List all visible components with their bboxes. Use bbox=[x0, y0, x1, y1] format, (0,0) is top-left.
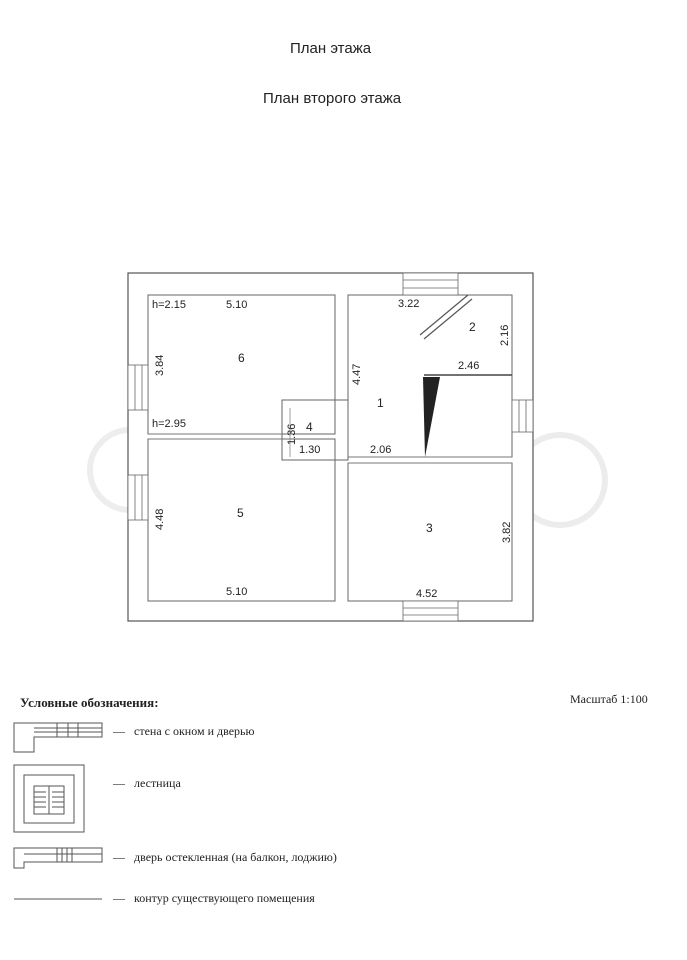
room-number-2: 2 bbox=[469, 320, 476, 334]
room5-height-label: 4.48 bbox=[154, 508, 166, 530]
legend-dash-4: — bbox=[113, 891, 125, 905]
height-label-lower: h=2.95 bbox=[152, 418, 186, 430]
page-subtitle: План второго этажа bbox=[263, 90, 402, 107]
room-number-5: 5 bbox=[237, 506, 244, 520]
legend-text-1: стена с окном и дверью bbox=[134, 724, 255, 738]
room6-height-label: 3.84 bbox=[154, 354, 166, 376]
room1-bottom-label: 2.06 bbox=[370, 444, 392, 456]
legend-dash-1: — bbox=[113, 724, 125, 738]
room-number-4: 4 bbox=[306, 420, 313, 434]
legend-dash-2: — bbox=[113, 776, 125, 790]
legend-staircase-symbol bbox=[14, 765, 84, 832]
room1-width-label: 2.46 bbox=[458, 360, 480, 372]
room-number-1: 1 bbox=[377, 396, 384, 410]
room5-width-label: 5.10 bbox=[226, 586, 248, 598]
legend-dash-3: — bbox=[113, 850, 125, 864]
legend-text-3: дверь остекленная (на балкон, лоджию) bbox=[134, 850, 337, 864]
legend-text-4: контур существующего помещения bbox=[134, 891, 315, 905]
legend-glazed-door-symbol bbox=[14, 848, 102, 868]
room-number-3: 3 bbox=[426, 521, 433, 535]
room4-height-label: 1.36 bbox=[286, 423, 298, 445]
page-title: План этажа bbox=[290, 40, 372, 57]
room2-width-label: 3.22 bbox=[398, 298, 420, 310]
room-number-6: 6 bbox=[238, 351, 245, 365]
room3-height-label: 3.82 bbox=[501, 521, 513, 543]
legend-title: Условные обозначения: bbox=[20, 695, 159, 710]
height-label-upper: h=2.15 bbox=[152, 299, 186, 311]
room3-width-label: 4.52 bbox=[416, 588, 438, 600]
room1-height-label: 4.47 bbox=[351, 363, 363, 385]
room4-width-label: 1.30 bbox=[299, 444, 321, 456]
legend-wall-window-door-symbol bbox=[14, 723, 102, 752]
room2-height-label: 2.16 bbox=[499, 324, 511, 346]
room6-width-label: 5.10 bbox=[226, 299, 248, 311]
legend-text-2: лестница bbox=[134, 776, 181, 790]
scale-label: Масштаб 1:100 bbox=[570, 692, 648, 706]
